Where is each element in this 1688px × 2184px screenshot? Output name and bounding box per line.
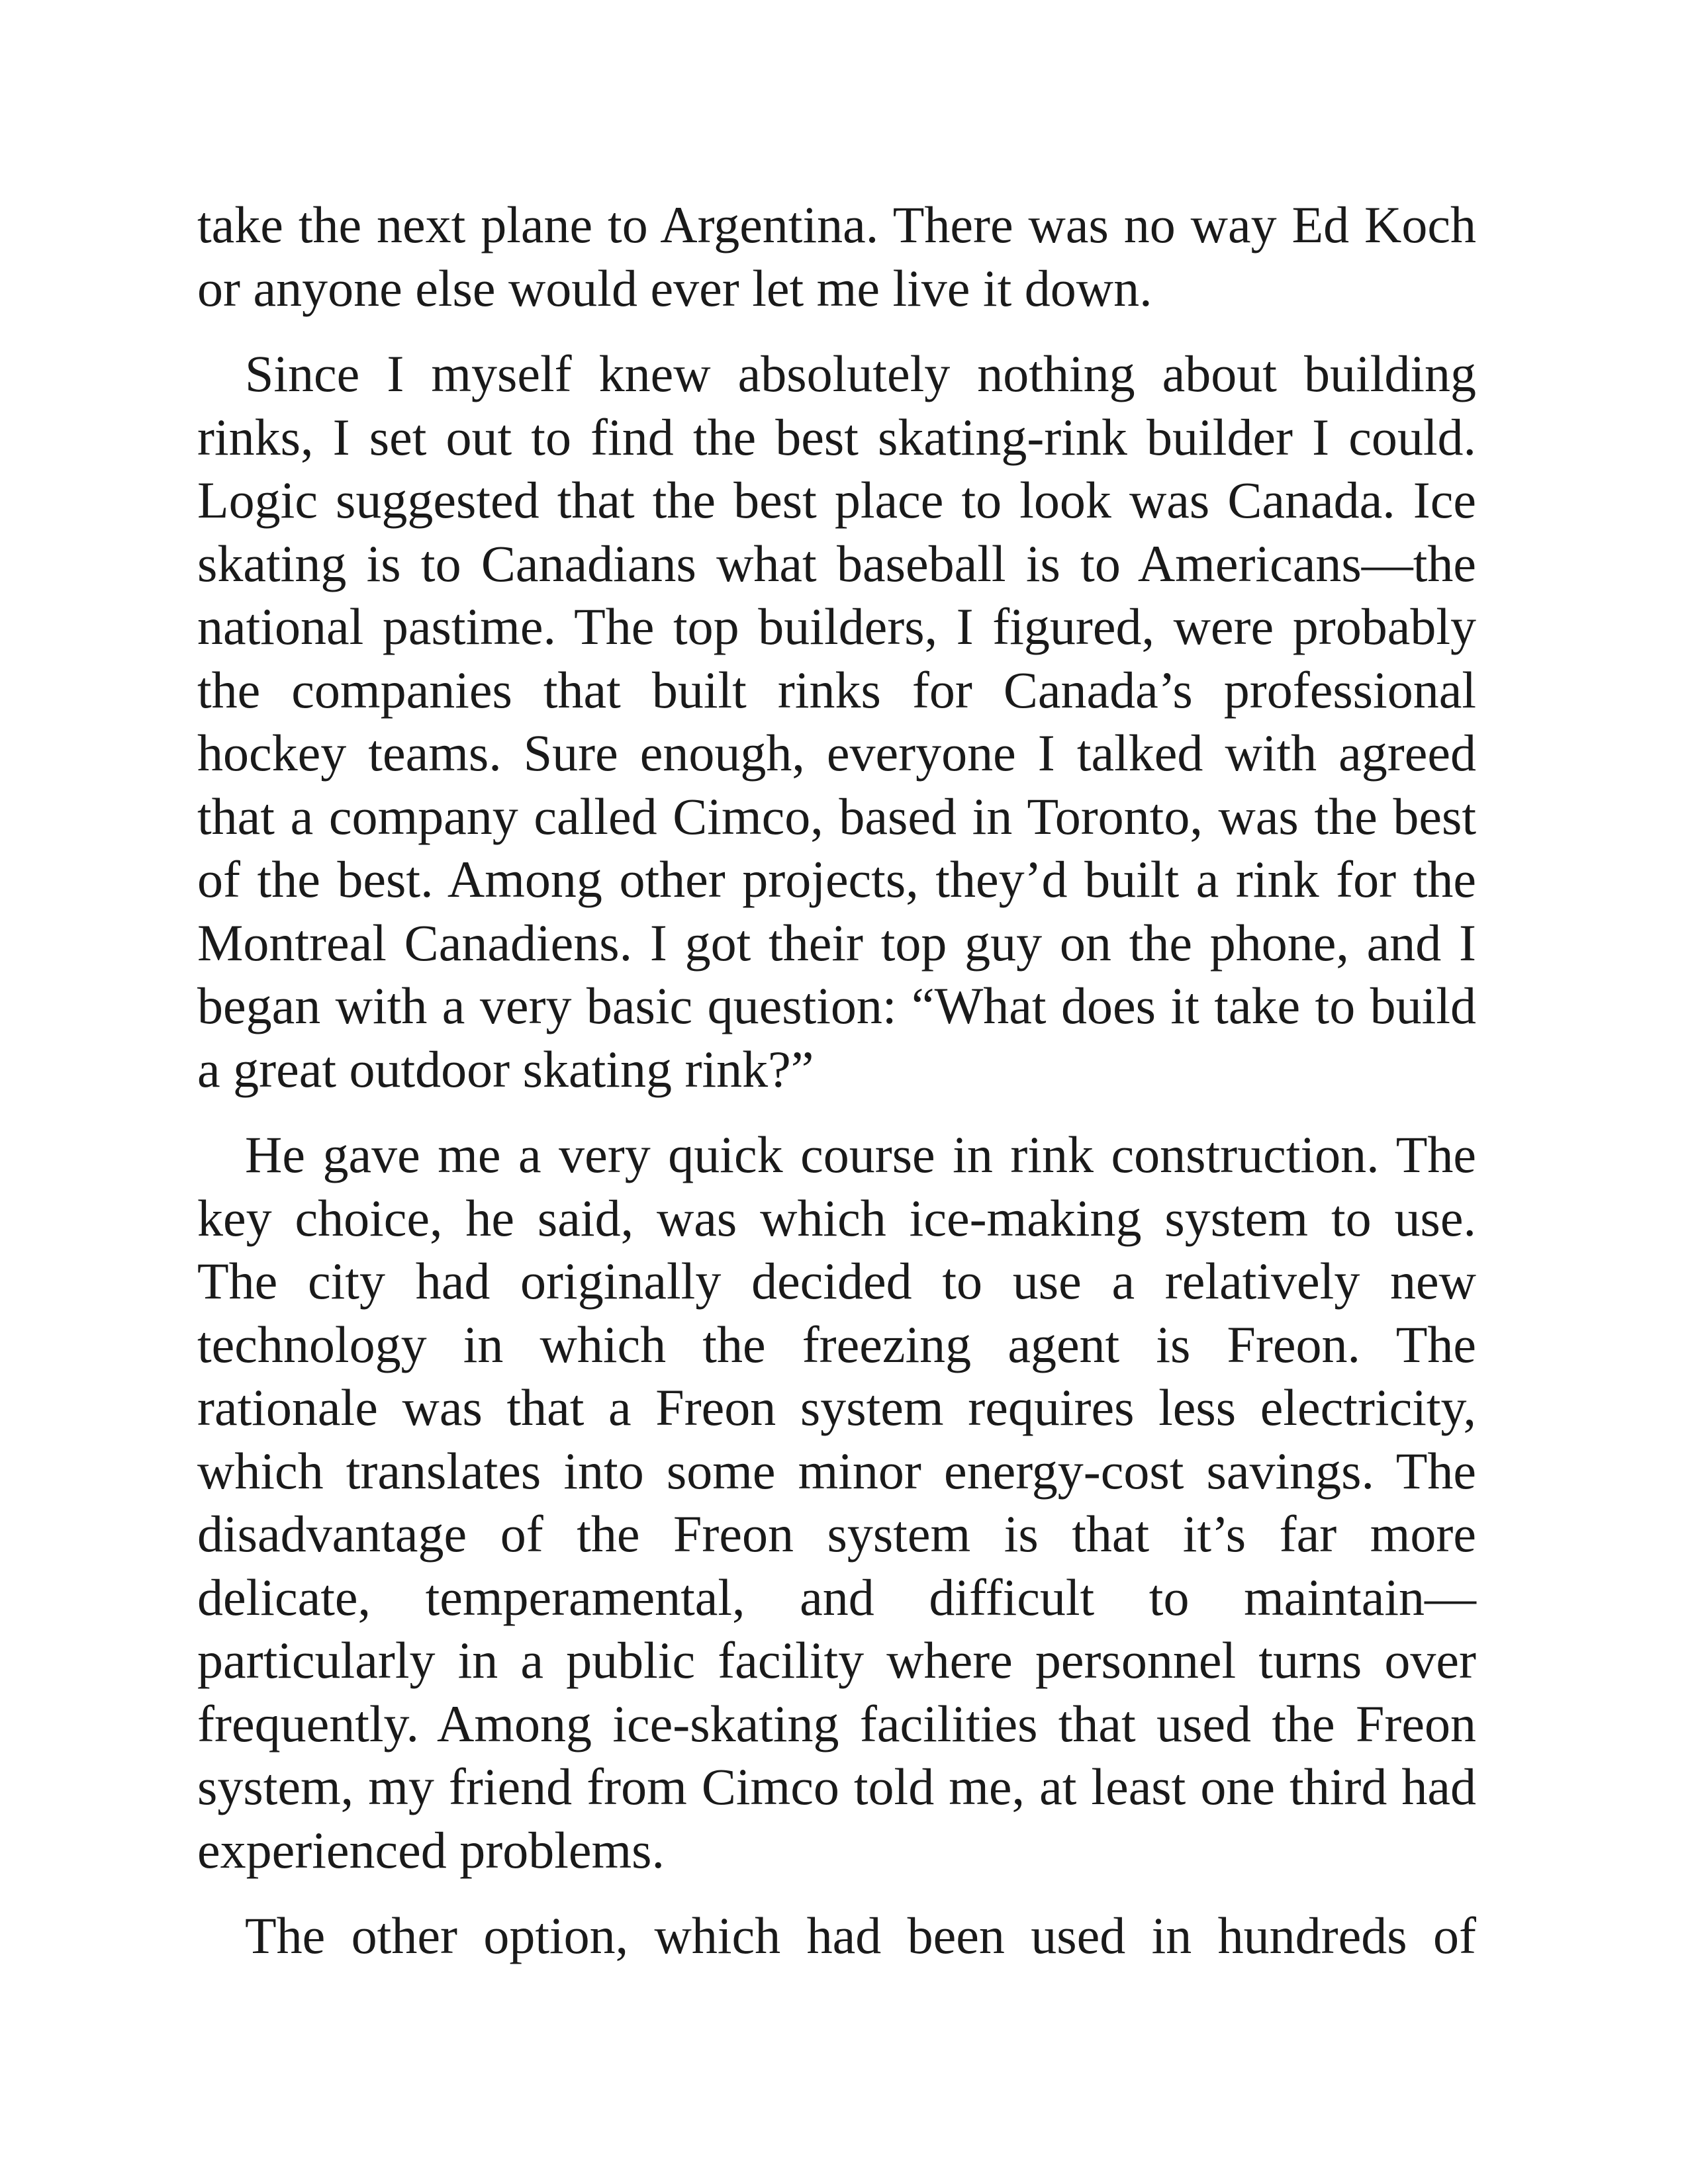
paragraph-rink-construction: He gave me a very quick course in rink construction. The key choice, he said, was which ice-making system to use. The city had originally decided to use a relatively new technology in which the freezing agent is Freon. The rationale was that a Freon system requires less electricity, which translates into some minor energy-cost savings. The disadvantage of the Freon system is that it’s far more delicate, temperamental, and difficult to maintain—particularly in a public facility where personnel turns over frequently. Among ice-skating facilities that used the Freon system, my friend from Cimco told me, at least one third had experienced problems. (197, 1126, 1476, 1879)
paragraph-continued: take the next plane to Argentina. There was no way Ed Koch or anyone else would ever let me live it down. (197, 196, 1476, 317)
paragraph-other-option: The other option, which had been used in hundreds of (245, 1907, 1476, 1964)
body-text (197, 193, 1476, 1968)
paragraph-rink-builder: Since I myself knew absolutely nothing about building rinks, I set out to find the best skating-rink builder I could. Logic suggested that the best place to look was Canada. Ice skating is to Canadians what baseball is to Americans—the national pastime. The top builders, I figured, were probably the companies that built rinks for Canada’s professional hockey teams. Sure enough, everyone I talked with agreed that a company called Cimco, based in Toronto, was the best of the best. Among other projects, they’d built a rink for the Montreal Canadiens. I got their top guy on the phone, and I began with a very basic question: “What does it take to build a great outdoor skating rink?” (197, 345, 1476, 1098)
